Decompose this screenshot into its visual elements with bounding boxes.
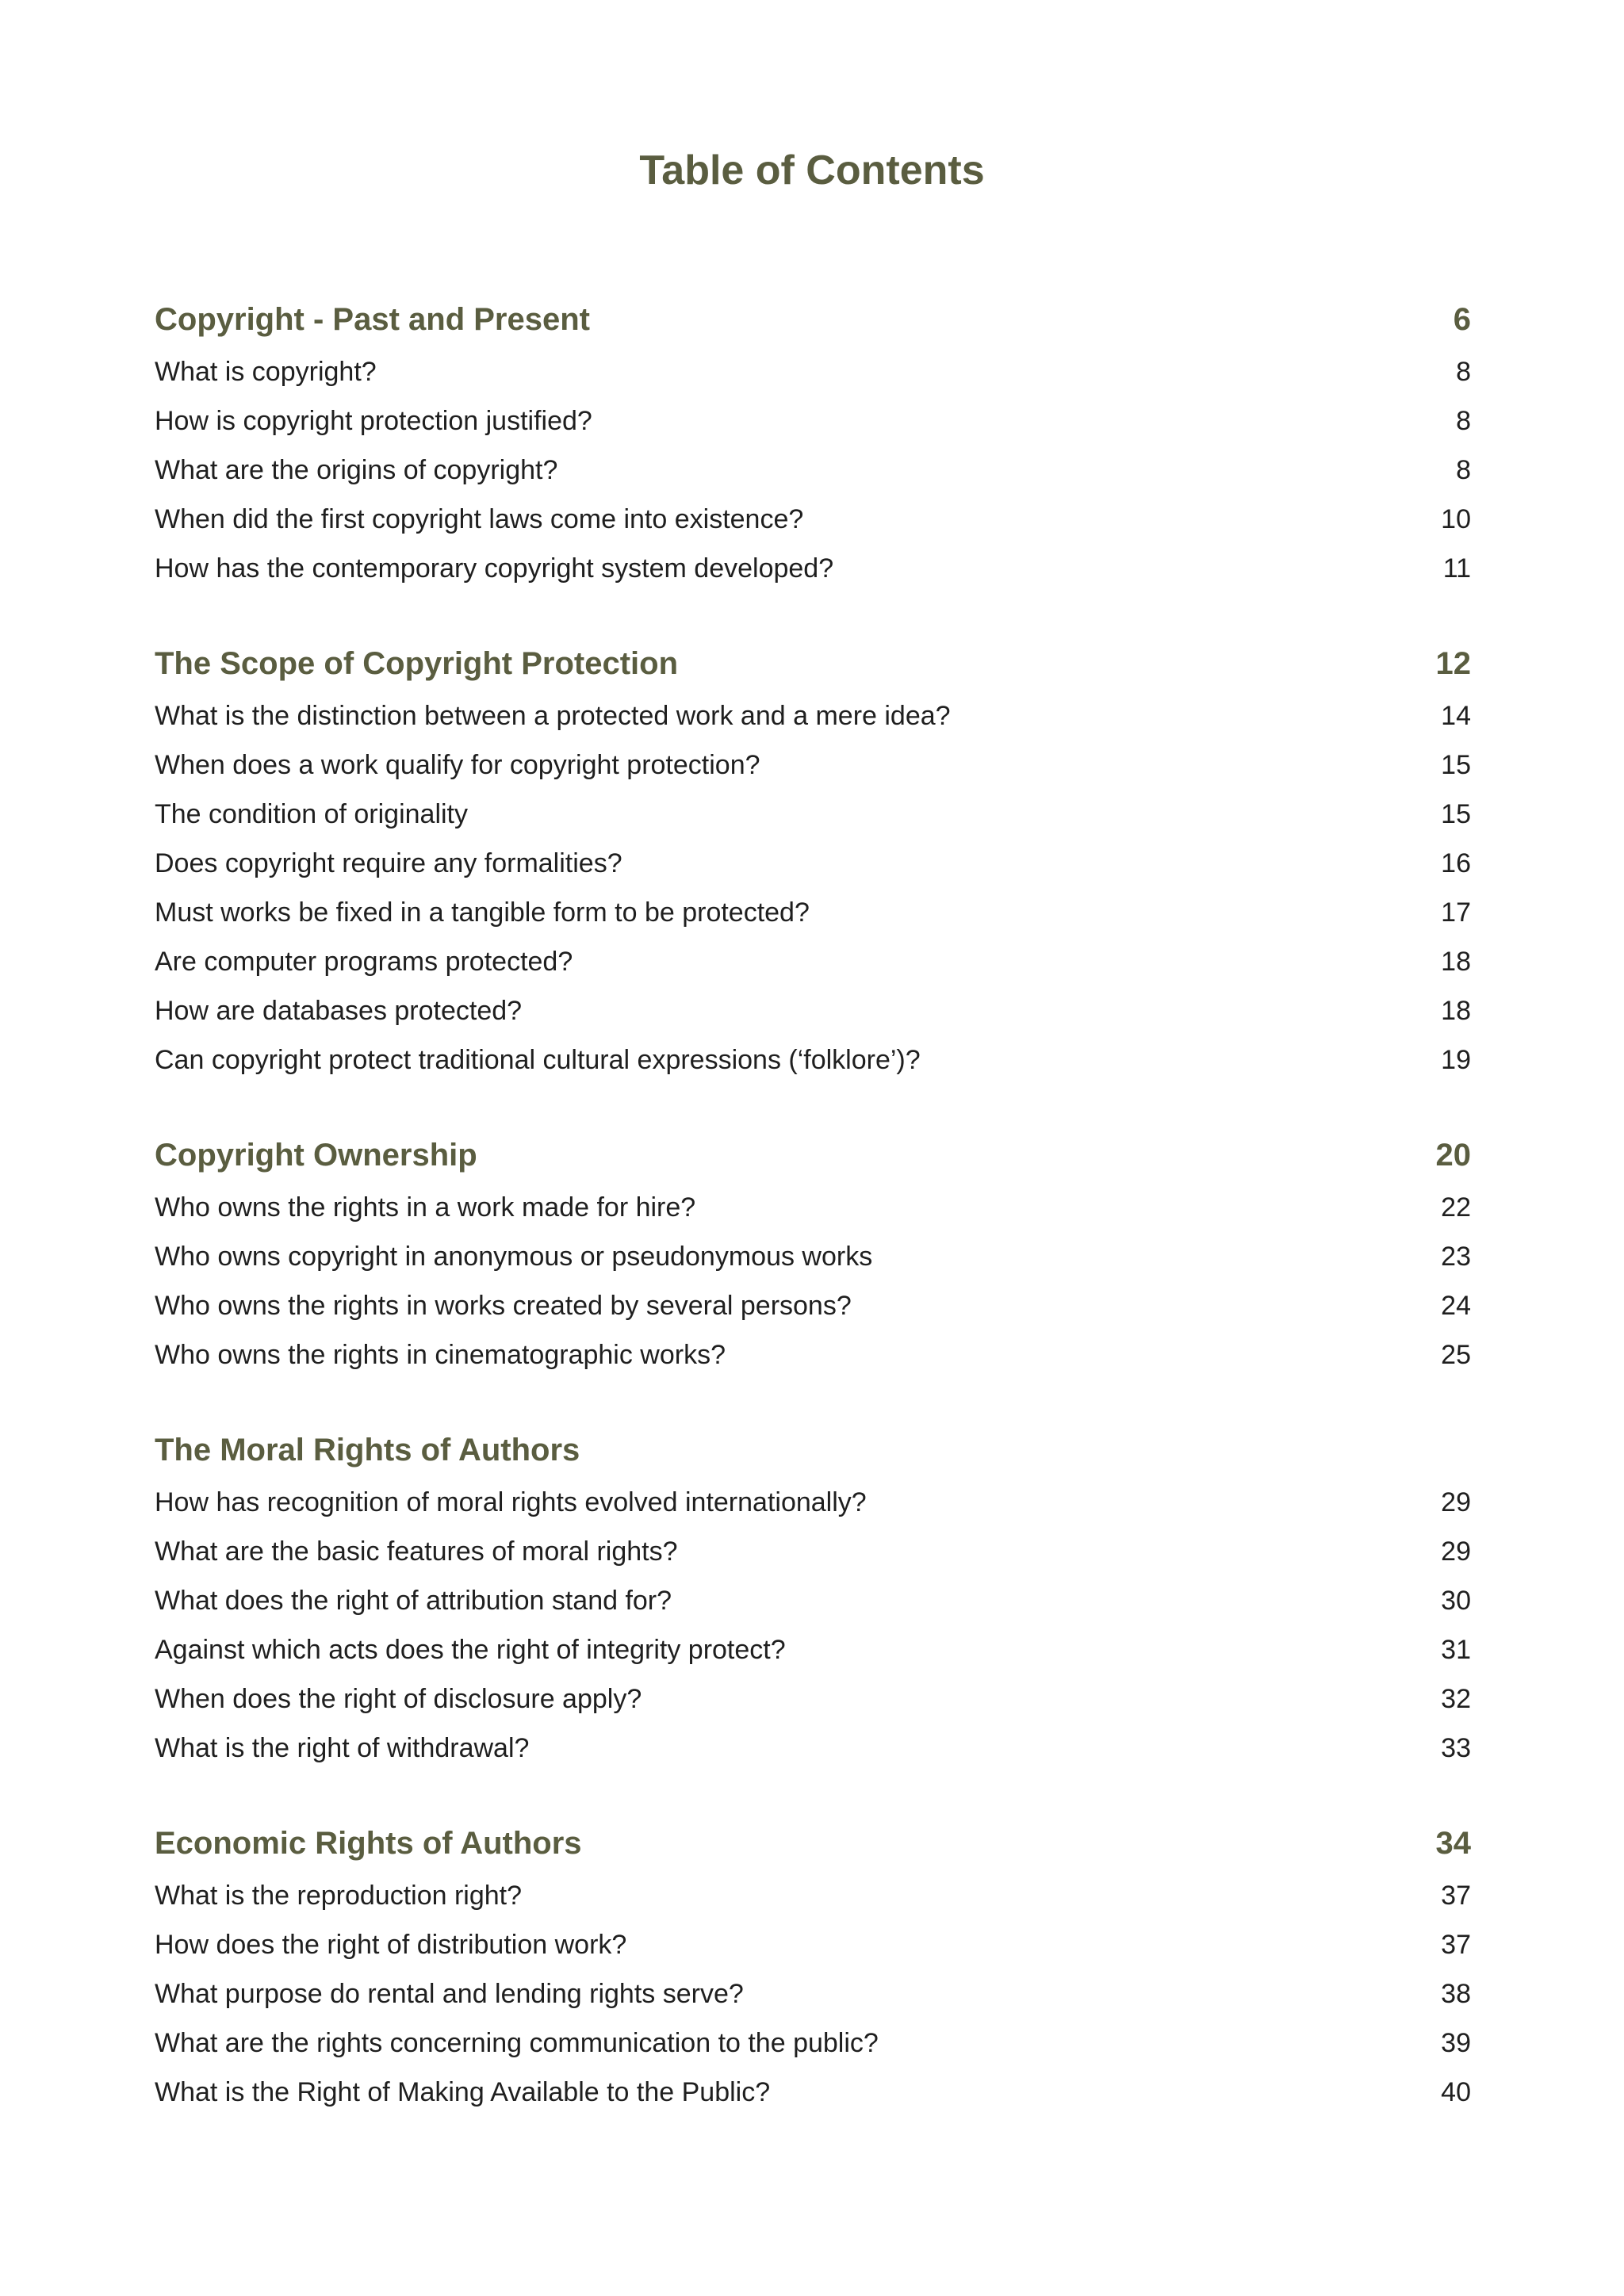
toc-entry[interactable] bbox=[155, 839, 1471, 888]
toc-entry-label: What are the rights concerning communication to the public? bbox=[155, 2028, 879, 2058]
toc-entry[interactable] bbox=[155, 1527, 1471, 1576]
toc-entry-page-number: 29 bbox=[1441, 1487, 1471, 1517]
toc-entry-label: When does the right of disclosure apply? bbox=[155, 1684, 642, 1714]
toc-entry-page-number: 32 bbox=[1441, 1684, 1471, 1714]
toc-entry-page-number: 8 bbox=[1456, 455, 1471, 485]
toc-entry-label: Who owns the rights in works created by several persons? bbox=[155, 1291, 852, 1321]
toc-section bbox=[155, 636, 1471, 1085]
toc-entry-page-number: 29 bbox=[1441, 1536, 1471, 1567]
toc-entry[interactable] bbox=[155, 544, 1471, 593]
toc-entry-page-number: 19 bbox=[1441, 1045, 1471, 1075]
toc-entry-label: The condition of originality bbox=[155, 799, 469, 829]
toc-entry[interactable] bbox=[155, 790, 1471, 839]
toc-entry-page-number: 37 bbox=[1441, 1881, 1471, 1911]
section-page-number: 12 bbox=[1435, 646, 1471, 681]
toc-entry-page-number: 31 bbox=[1441, 1635, 1471, 1665]
toc-entry-label: Can copyright protect traditional cultural expressions (‘folklore’)? bbox=[155, 1045, 921, 1075]
toc-entry-label: How does the right of distribution work? bbox=[155, 1930, 627, 1960]
toc-entry-label: What is the distinction between a protected work and a mere idea? bbox=[155, 701, 951, 731]
section-heading-label: Economic Rights of Authors bbox=[155, 1826, 582, 1861]
toc-entry-page-number: 17 bbox=[1441, 897, 1471, 928]
section-heading-label: The Scope of Copyright Protection bbox=[155, 646, 679, 681]
toc-entry-label: When did the first copyright laws come into existence? bbox=[155, 504, 804, 534]
toc-section bbox=[155, 1816, 1471, 2117]
toc-entry-label: Who owns the rights in cinematographic works? bbox=[155, 1340, 726, 1370]
toc-entry-label: Are computer programs protected? bbox=[155, 947, 573, 977]
toc-entry-page-number: 10 bbox=[1441, 504, 1471, 534]
toc-section bbox=[155, 1127, 1471, 1380]
toc-entry[interactable] bbox=[155, 986, 1471, 1035]
toc-entry-label: What is the Right of Making Available to the Public? bbox=[155, 2077, 771, 2107]
toc-entry-page-number: 39 bbox=[1441, 2028, 1471, 2058]
toc-entry[interactable] bbox=[155, 1281, 1471, 1330]
toc-entry[interactable] bbox=[155, 691, 1471, 740]
section-heading-label: Copyright - Past and Present bbox=[155, 302, 590, 337]
toc-entry-page-number: 11 bbox=[1442, 553, 1471, 584]
toc-entry-page-number: 30 bbox=[1441, 1586, 1471, 1616]
toc-entry-page-number: 22 bbox=[1441, 1192, 1471, 1223]
toc-entry-label: Who owns the rights in a work made for hire? bbox=[155, 1192, 696, 1223]
section-heading-label: The Moral Rights of Authors bbox=[155, 1433, 580, 1468]
toc-entry[interactable] bbox=[155, 1576, 1471, 1625]
toc-entry-label: What are the origins of copyright? bbox=[155, 455, 558, 485]
toc-section bbox=[155, 1422, 1471, 1773]
toc-entry[interactable] bbox=[155, 1232, 1471, 1281]
toc-entry[interactable] bbox=[155, 1625, 1471, 1674]
toc-entry-label: Must works be fixed in a tangible form to be protected? bbox=[155, 897, 810, 928]
toc-entry-label: Against which acts does the right of integrity protect? bbox=[155, 1635, 786, 1665]
toc-entry-label: How has the contemporary copyright system developed? bbox=[155, 553, 834, 584]
toc-entry-page-number: 8 bbox=[1456, 357, 1471, 387]
toc-entry[interactable] bbox=[155, 347, 1471, 396]
page-title: Table of Contents bbox=[639, 147, 985, 193]
toc-entry[interactable] bbox=[155, 1674, 1471, 1724]
toc-entry[interactable] bbox=[155, 1724, 1471, 1773]
toc-entry-page-number: 16 bbox=[1441, 848, 1471, 878]
toc-entry-page-number: 15 bbox=[1441, 750, 1471, 780]
toc-entry-page-number: 18 bbox=[1441, 996, 1471, 1026]
toc-entry-label: How has recognition of moral rights evolved internationally? bbox=[155, 1487, 867, 1517]
toc-entry[interactable] bbox=[155, 1478, 1471, 1527]
section-page-number: 34 bbox=[1435, 1826, 1471, 1861]
toc-entry-label: When does a work qualify for copyright protection? bbox=[155, 750, 760, 780]
toc-entry-page-number: 15 bbox=[1441, 799, 1471, 829]
section-heading[interactable] bbox=[155, 1127, 1471, 1183]
section-heading[interactable] bbox=[155, 1816, 1471, 1871]
toc-entry-page-number: 38 bbox=[1441, 1979, 1471, 2009]
toc-entry-page-number: 25 bbox=[1441, 1340, 1471, 1370]
toc-entry-label: What purpose do rental and lending rights serve? bbox=[155, 1979, 744, 2009]
toc-entry[interactable] bbox=[155, 2019, 1471, 2068]
toc-entry[interactable] bbox=[155, 740, 1471, 790]
toc-entry[interactable] bbox=[155, 1183, 1471, 1232]
toc-entry-page-number: 23 bbox=[1441, 1242, 1471, 1272]
section-heading[interactable] bbox=[155, 636, 1471, 691]
toc-entry[interactable] bbox=[155, 1871, 1471, 1920]
toc-entry[interactable] bbox=[155, 396, 1471, 446]
toc-entry-label: Who owns copyright in anonymous or pseudonymous works bbox=[155, 1242, 873, 1272]
toc-entry-label: Does copyright require any formalities? bbox=[155, 848, 622, 878]
toc-entry-page-number: 18 bbox=[1441, 947, 1471, 977]
toc-entry[interactable] bbox=[155, 1035, 1471, 1085]
toc-entry-page-number: 40 bbox=[1441, 2077, 1471, 2107]
toc-entry-page-number: 8 bbox=[1456, 406, 1471, 436]
table-of-contents bbox=[155, 292, 1471, 2160]
toc-entry-label: What is the reproduction right? bbox=[155, 1881, 523, 1911]
toc-entry[interactable] bbox=[155, 1920, 1471, 1969]
toc-entry-label: How is copyright protection justified? bbox=[155, 406, 592, 436]
toc-entry[interactable] bbox=[155, 1330, 1471, 1380]
toc-entry-page-number: 33 bbox=[1441, 1733, 1471, 1763]
toc-entry-label: What does the right of attribution stand for? bbox=[155, 1586, 672, 1616]
toc-entry[interactable] bbox=[155, 937, 1471, 986]
section-heading[interactable] bbox=[155, 292, 1471, 347]
section-heading-label: Copyright Ownership bbox=[155, 1138, 477, 1173]
toc-section bbox=[155, 292, 1471, 593]
toc-entry-page-number: 14 bbox=[1441, 701, 1471, 731]
section-page-number: 20 bbox=[1435, 1138, 1471, 1173]
toc-entry-label: What is the right of withdrawal? bbox=[155, 1733, 530, 1763]
toc-entry-label: What is copyright? bbox=[155, 357, 377, 387]
section-page-number: 6 bbox=[1453, 302, 1471, 337]
toc-entry[interactable] bbox=[155, 495, 1471, 544]
toc-entry-page-number: 24 bbox=[1441, 1291, 1471, 1321]
toc-entry[interactable] bbox=[155, 1969, 1471, 2019]
toc-entry[interactable] bbox=[155, 2068, 1471, 2117]
toc-entry[interactable] bbox=[155, 446, 1471, 495]
toc-entry[interactable] bbox=[155, 888, 1471, 937]
toc-entry-label: What are the basic features of moral rights? bbox=[155, 1536, 678, 1567]
toc-entry-page-number: 37 bbox=[1441, 1930, 1471, 1960]
section-heading[interactable] bbox=[155, 1422, 1471, 1478]
toc-entry-label: How are databases protected? bbox=[155, 996, 523, 1026]
